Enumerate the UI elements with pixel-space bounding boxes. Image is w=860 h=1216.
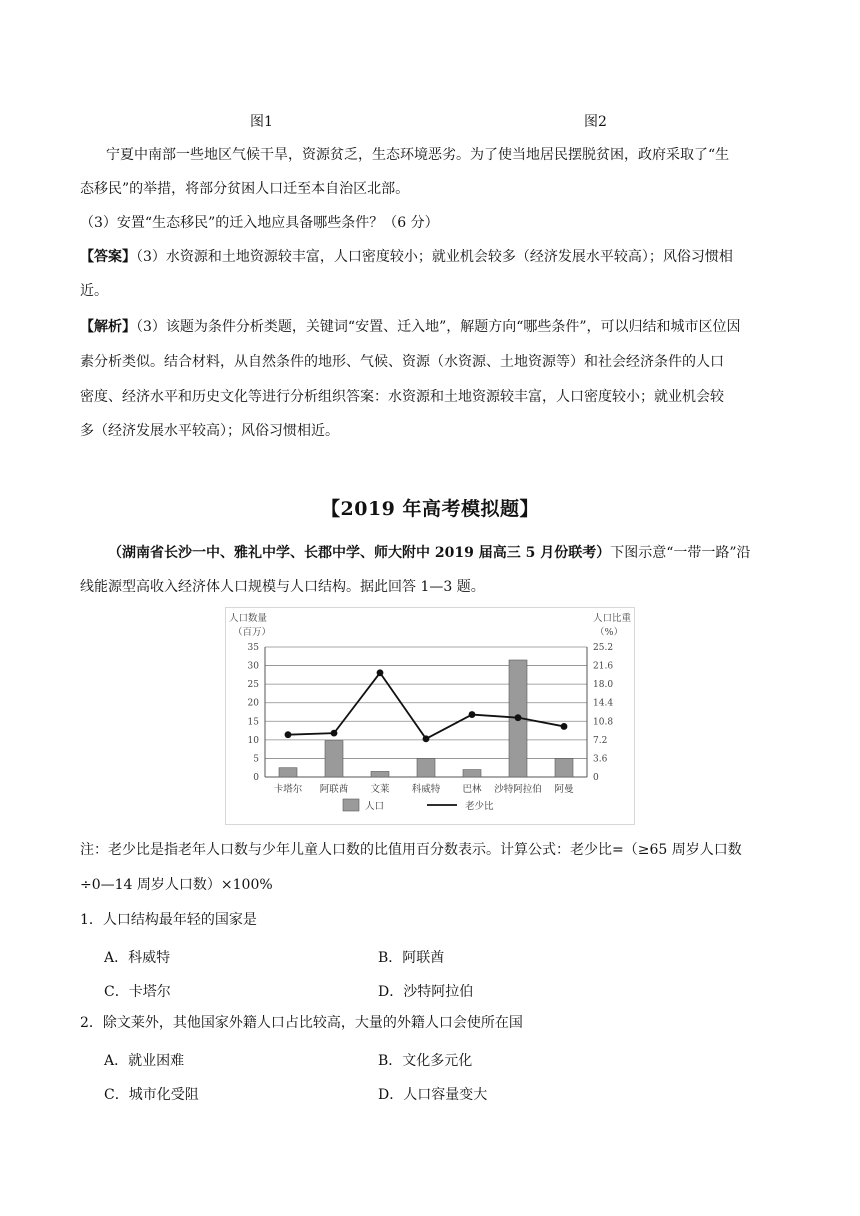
intro-line-2: 线能源型高收入经济体人口规模与人口结构。据此回答 1—3 题。 bbox=[80, 579, 485, 595]
paragraph-line: 态移民”的举措，将部分贫困人口迁至本自治区北部。 bbox=[80, 181, 410, 197]
legend-line-label: 老少比 bbox=[465, 801, 494, 812]
intro-line bbox=[108, 546, 751, 560]
chart-svg bbox=[225, 607, 635, 825]
answer-line-2: 近。 bbox=[80, 283, 108, 299]
analysis-line-3: 密度、经济水平和历史文化等进行分析组织答案：水资源和土地资源较丰富，人口密度较小；就业机会较 bbox=[80, 389, 724, 405]
bar-5 bbox=[463, 770, 481, 777]
x-category-label: 科威特 bbox=[411, 784, 441, 795]
y-left-tick-label: 25 bbox=[247, 680, 259, 691]
x-category-label: 沙特阿拉伯 bbox=[494, 784, 542, 795]
paragraph-line: 宁夏中南部一些地区气候干旱，资源贫乏，生态环境恶劣。为了使当地居民摆脱贫困，政府采取了“生 bbox=[106, 147, 730, 163]
x-category-label: 巴林 bbox=[462, 784, 482, 795]
y-right-tick-label: 21.6 bbox=[593, 661, 614, 672]
question-1-option-c: C．卡塔尔 bbox=[104, 984, 171, 1000]
x-category-label: 文莱 bbox=[370, 784, 390, 795]
y-right-tick-label: 18.0 bbox=[593, 680, 614, 691]
figure-1-caption: 图1 bbox=[250, 114, 273, 130]
bar-7 bbox=[555, 758, 573, 777]
question-1-option-b: B．阿联酋 bbox=[378, 950, 445, 966]
analysis-line-2: 素分析类似。结合材料，从自然条件的地形、气候、资源（水资源、土地资源等）和社会经济条件的人口 bbox=[80, 354, 724, 370]
line-point-6 bbox=[515, 714, 522, 721]
y-right-tick-label: 7.2 bbox=[593, 735, 608, 746]
intro-text: 下图示意“一带一路”沿 bbox=[610, 545, 751, 561]
question-2-stem: 2．除文莱外，其他国家外籍人口占比较高，大量的外籍人口会使所在国 bbox=[80, 1015, 523, 1031]
note-line: 注：老少比是指老年人口数与少年儿童人口数的比值用百分数表示。计算公式：老少比=（≥65 周岁人口数 bbox=[80, 842, 742, 858]
y-left-tick-label: 5 bbox=[253, 754, 259, 765]
y-right-tick-label: 25.2 bbox=[593, 643, 614, 653]
analysis-text: （3）该题为条件分析类题，关键词“安置、迁入地”，解题方向“哪些条件”，可以归结和城市区位因 bbox=[136, 319, 741, 335]
line-point-5 bbox=[469, 711, 476, 718]
question-1-stem: 1．人口结构最年轻的国家是 bbox=[80, 912, 257, 928]
bar-1 bbox=[279, 768, 297, 777]
answer-tag: 【答案】 bbox=[80, 249, 136, 265]
question-2-option-a: A．就业困难 bbox=[104, 1053, 185, 1069]
line-point-4 bbox=[423, 735, 430, 742]
population-chart bbox=[225, 607, 635, 825]
question-1-option-d: D．沙特阿拉伯 bbox=[378, 984, 474, 1000]
legend-bar-swatch bbox=[343, 799, 359, 811]
y-left-tick-label: 30 bbox=[247, 661, 259, 672]
y-right-tick-label: 14.4 bbox=[593, 698, 614, 709]
answer-line bbox=[80, 250, 733, 264]
y-left-tick-label: 10 bbox=[247, 735, 259, 746]
line-point-2 bbox=[331, 730, 338, 737]
question-3: （3）安置“生态移民”的迁入地应具备哪些条件？（6 分） bbox=[80, 215, 439, 231]
legend-bar-label: 人口 bbox=[365, 801, 385, 812]
x-category-label: 阿联酋 bbox=[319, 784, 349, 795]
line-point-1 bbox=[285, 731, 292, 738]
question-2-option-d: D．人口容量变大 bbox=[378, 1087, 488, 1103]
x-category-label: 阿曼 bbox=[554, 784, 574, 795]
line-point-7 bbox=[561, 723, 568, 730]
line-point-3 bbox=[377, 669, 384, 676]
note-line-2: ÷0—14 周岁人口数）×100% bbox=[80, 877, 273, 893]
y-right-tick-label: 10.8 bbox=[593, 717, 614, 728]
figure-2-caption: 图2 bbox=[584, 114, 607, 130]
y-right-axis-title: 人口比重 bbox=[592, 613, 631, 624]
y-right-tick-label: 0 bbox=[593, 773, 599, 783]
y-left-tick-label: 20 bbox=[247, 698, 259, 709]
bar-3 bbox=[371, 771, 389, 777]
bar-4 bbox=[417, 758, 435, 777]
question-2-option-c: C．城市化受阻 bbox=[104, 1087, 199, 1103]
y-left-axis-title: 人口数量 bbox=[229, 613, 268, 624]
y-left-tick-label: 15 bbox=[247, 717, 259, 728]
section-title: 【2019 年高考模拟题】 bbox=[321, 498, 539, 520]
bar-2 bbox=[325, 741, 343, 777]
intro-source: （湖南省长沙一中、雅礼中学、长郡中学、师大附中 2019 届高三 5 月份联考） bbox=[108, 545, 611, 561]
answer-text: （3）水资源和土地资源较丰富，人口密度较小；就业机会较多（经济发展水平较高）；风俗习惯相 bbox=[136, 249, 733, 265]
analysis-line-4: 多（经济发展水平较高）；风俗习惯相近。 bbox=[80, 423, 339, 439]
x-category-label: 卡塔尔 bbox=[273, 784, 303, 795]
y-right-axis-unit: （%） bbox=[594, 627, 623, 638]
y-left-tick-label: 35 bbox=[247, 643, 259, 653]
question-2-option-b: B．文化多元化 bbox=[378, 1053, 473, 1069]
question-1-option-a: A．科威特 bbox=[104, 950, 171, 966]
y-right-tick-label: 3.6 bbox=[593, 754, 608, 765]
y-left-axis-unit: （百万） bbox=[233, 627, 272, 638]
analysis-tag: 【解析】 bbox=[80, 319, 136, 335]
y-left-tick-label: 0 bbox=[253, 773, 259, 783]
analysis-line bbox=[80, 320, 741, 334]
